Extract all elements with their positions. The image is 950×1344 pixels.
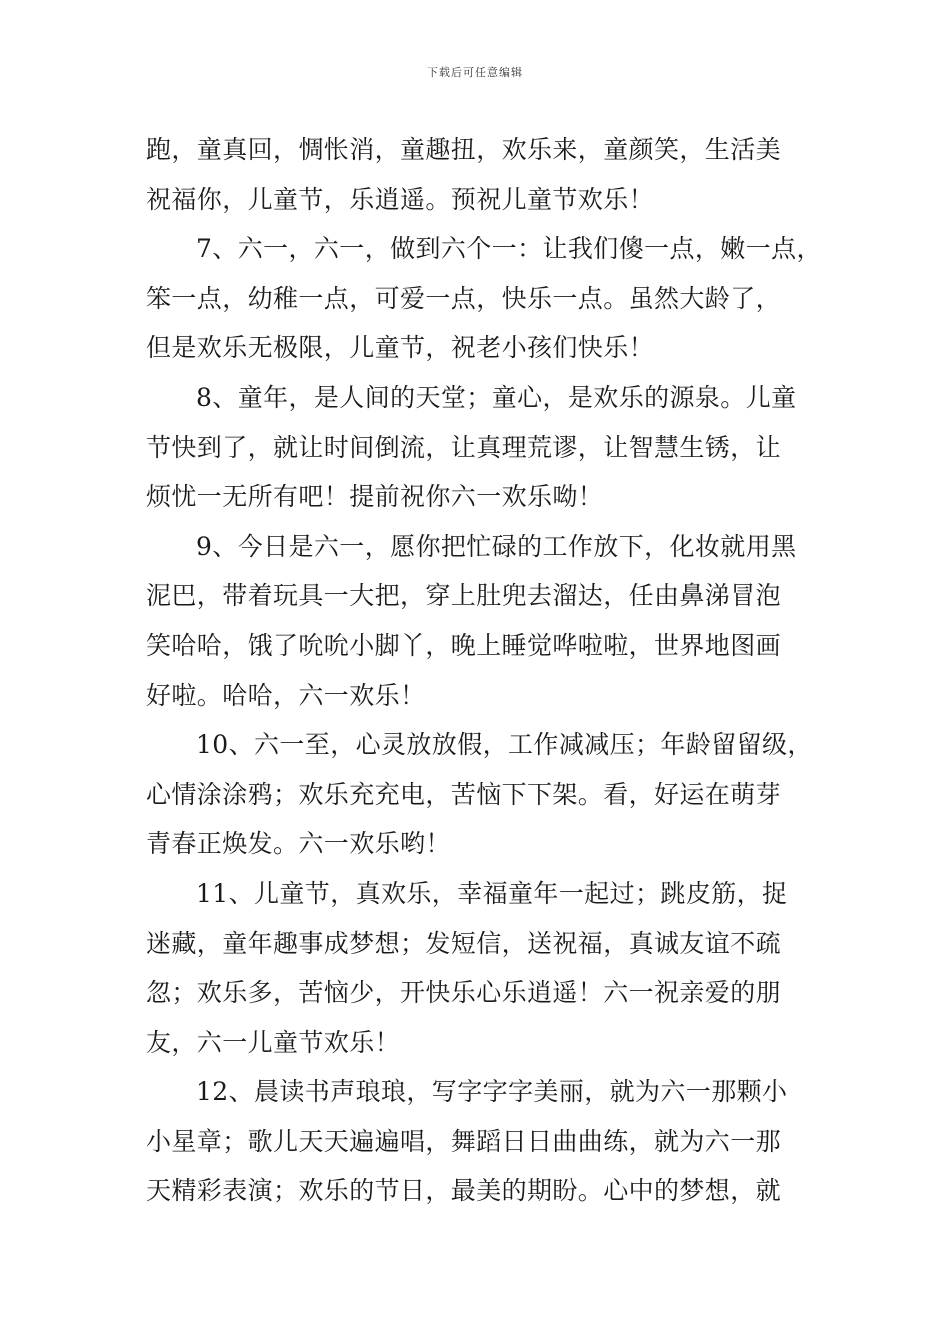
text-line: 祝福你，儿童节，乐逍遥。预祝儿童节欢乐！ [146, 184, 655, 214]
text-line: 迷藏，童年趣事成梦想；发短信，送祝福，真诚友谊不疏 [146, 928, 782, 958]
text-line: 烦忧一无所有吧！提前祝你六一欢乐呦！ [146, 482, 604, 512]
paragraph-10 [146, 720, 836, 869]
text-line: 青春正焕发。六一欢乐哟！ [146, 829, 451, 859]
text-line: 笨一点，幼稚一点，可爱一点，快乐一点。虽然大龄了， [146, 283, 782, 313]
text-line: 跑，童真回，惆怅消，童趣扭，欢乐来，童颜笑，生活美 [146, 135, 782, 164]
text-line: 好啦。哈哈，六一欢乐！ [146, 680, 426, 710]
page-header: 下载后可任意编辑 [427, 66, 523, 79]
paragraph-11 [146, 869, 836, 1067]
text-line: 忽；欢乐多，苦恼少，开快乐心乐逍遥！六一祝亲爱的朋 [146, 978, 782, 1008]
text-line: 友，六一儿童节欢乐！ [146, 1027, 401, 1057]
text-line: 天精彩表演；欢乐的节日，最美的期盼。心中的梦想，就 [146, 1176, 782, 1206]
text-line: 但是欢乐无极限，儿童节，祝老小孩们快乐！ [146, 333, 655, 363]
paragraph-9 [146, 522, 836, 720]
paragraph-continuation [146, 125, 836, 224]
paragraph-7 [146, 224, 836, 373]
text-line: 8、童年，是人间的天堂；童心，是欢乐的源泉。儿童 [196, 382, 797, 412]
text-line: 节快到了，就让时间倒流，让真理荒谬，让智慧生锈，让 [146, 432, 782, 462]
text-line: 11、儿童节，真欢乐，幸福童年一起过；跳皮筋，捉 [196, 878, 788, 908]
paragraph-8 [146, 373, 836, 522]
paragraph-12 [146, 1067, 836, 1216]
text-line: 12、晨读书声琅琅，写字字字美丽，就为六一那颗小 [196, 1077, 788, 1107]
text-line: 10、六一至，心灵放放假，工作减减压；年龄留留级， [196, 730, 813, 760]
text-line: 9、今日是六一，愿你把忙碌的工作放下，化妆就用黑 [196, 531, 797, 561]
text-line: 笑哈哈，饿了吮吮小脚丫，晚上睡觉哗啦啦，世界地图画 [146, 630, 782, 660]
text-line: 心情涂涂鸦；欢乐充充电，苦恼下下架。看，好运在萌芽 [146, 779, 782, 809]
document-body [146, 125, 836, 1216]
text-line: 小星章；歌儿天天遍遍唱，舞蹈日日曲曲练，就为六一那 [146, 1126, 782, 1156]
text-line: 7、六一，六一，做到六个一：让我们傻一点，嫩一点， [196, 234, 822, 264]
text-line: 泥巴，带着玩具一大把，穿上肚兜去溜达，任由鼻涕冒泡 [146, 581, 782, 611]
